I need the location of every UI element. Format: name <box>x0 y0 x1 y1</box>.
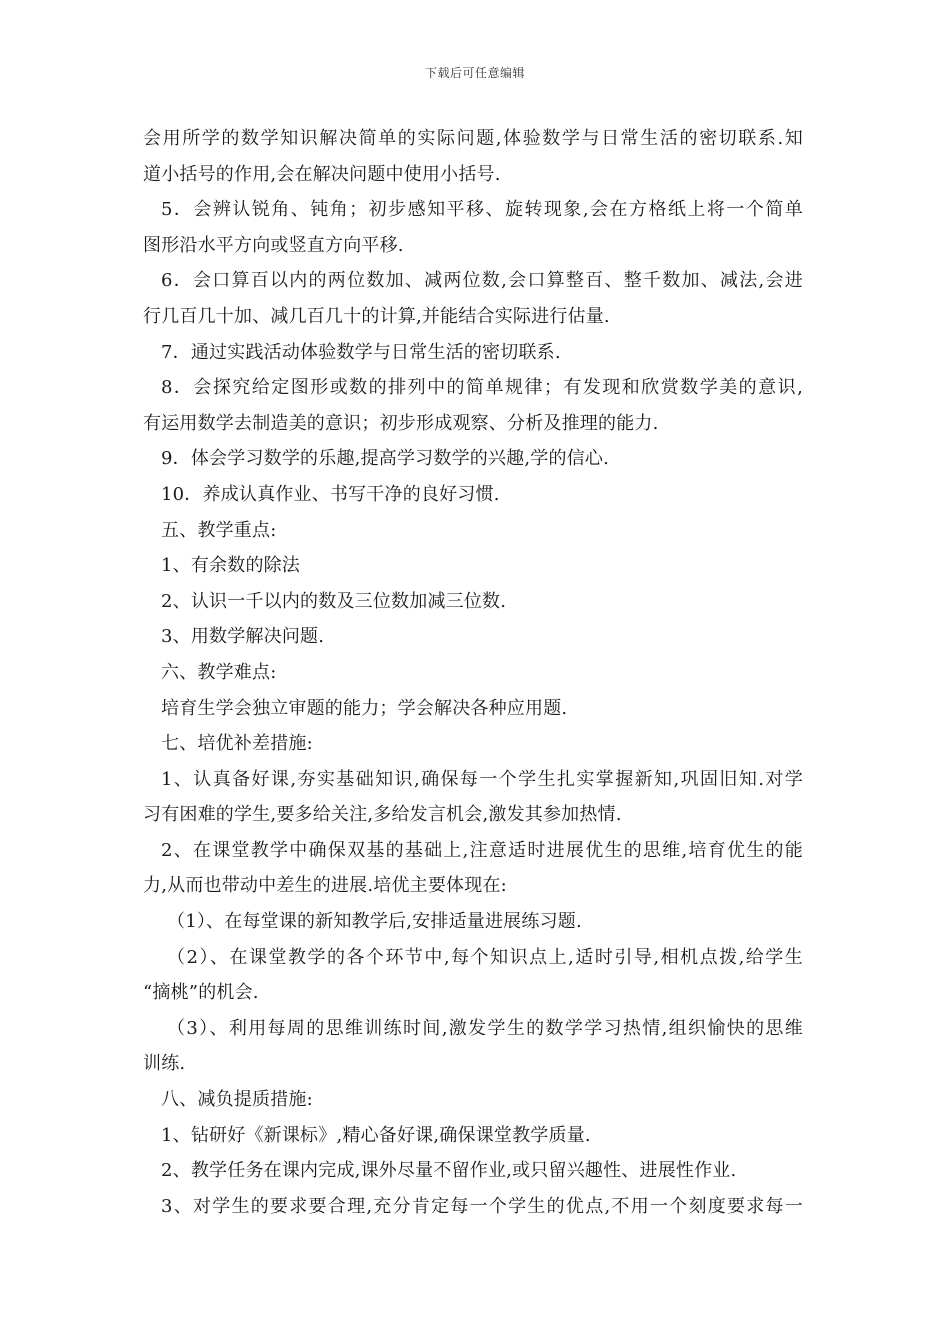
text-line: 1、钻研好《新课标》,精心备好课,确保课堂教学质量. <box>161 1124 591 1146</box>
text-line: （1）、在每堂课的新知教学后,安排适量进展练习题. <box>167 911 582 933</box>
text-line: 1、有余数的除法 <box>161 555 301 577</box>
text-line: 会用所学的数学知识解决简单的实际问题,体验数学与日常生活的密切联系.知 <box>143 128 803 149</box>
text-line: 八、减负提质措施: <box>161 1089 313 1111</box>
text-line: 10．养成认真作业、书写干净的良好习惯. <box>161 483 500 505</box>
text-line: 2、教学任务在课内完成,课外尽量不留作业,或只留兴趣性、进展性作业. <box>161 1160 737 1182</box>
text-line: 3、用数学解决问题. <box>161 626 325 648</box>
text-line: 六、教学难点: <box>161 661 277 683</box>
document-body <box>143 121 803 1224</box>
text-line: （2）、在课堂教学的各个环节中,每个知识点上,适时引导,相机点拨,给学生 <box>167 946 803 968</box>
text-line: 七、培优补差措施: <box>161 733 313 755</box>
text-line: 有运用数学去制造美的意识；初步形成观察、分析及推理的能力. <box>143 412 659 434</box>
text-line: 2、在课堂教学中确保双基的基础上,注意适时进展优生的思维,培育优生的能 <box>161 839 803 861</box>
text-line: 图形沿水平方向或竖直方向平移. <box>143 234 404 256</box>
text-line: 3、对学生的要求要合理,充分肯定每一个学生的优点,不用一个刻度要求每一 <box>161 1195 803 1217</box>
text-line: 训练. <box>143 1053 186 1075</box>
text-line: 7．通过实践活动体验数学与日常生活的密切联系. <box>161 341 561 363</box>
text-line: 习有困难的学生,要多给关注,多给发言机会,激发其参加热情. <box>143 804 622 826</box>
page-header-note: 下载后可任意编辑 <box>424 66 525 80</box>
text-line: （3）、利用每周的思维训练时间,激发学生的数学学习热情,组织愉快的思维 <box>167 1017 803 1039</box>
text-line: 1、认真备好课,夯实基础知识,确保每一个学生扎实掌握新知,巩固旧知.对学 <box>161 768 803 790</box>
text-line: 6．会口算百以内的两位数加、减两位数,会口算整百、整千数加、减法,会进 <box>161 270 803 292</box>
text-line: 力,从而也带动中差生的进展.培优主要体现在: <box>143 875 507 897</box>
text-line: 2、认识一千以内的数及三位数加减三位数. <box>161 590 507 612</box>
text-line: 行几百几十加、减几百几十的计算,并能结合实际进行估量. <box>143 305 610 327</box>
text-line: 9．体会学习数学的乐趣,提高学习数学的兴趣,学的信心. <box>161 448 610 470</box>
text-line: 道小括号的作用,会在解决问题中使用小括号. <box>143 163 501 185</box>
text-line: 五、教学重点: <box>161 519 277 541</box>
text-line: 5．会辨认锐角、钝角；初步感知平移、旋转现象,会在方格纸上将一个简单 <box>161 199 803 221</box>
text-line: 8．会探究给定图形或数的排列中的简单规律；有发现和欣赏数学美的意识, <box>161 377 803 399</box>
text-line: 培育生学会独立审题的能力；学会解决各种应用题. <box>161 697 568 719</box>
text-line: “摘桃”的机会. <box>143 982 259 1004</box>
